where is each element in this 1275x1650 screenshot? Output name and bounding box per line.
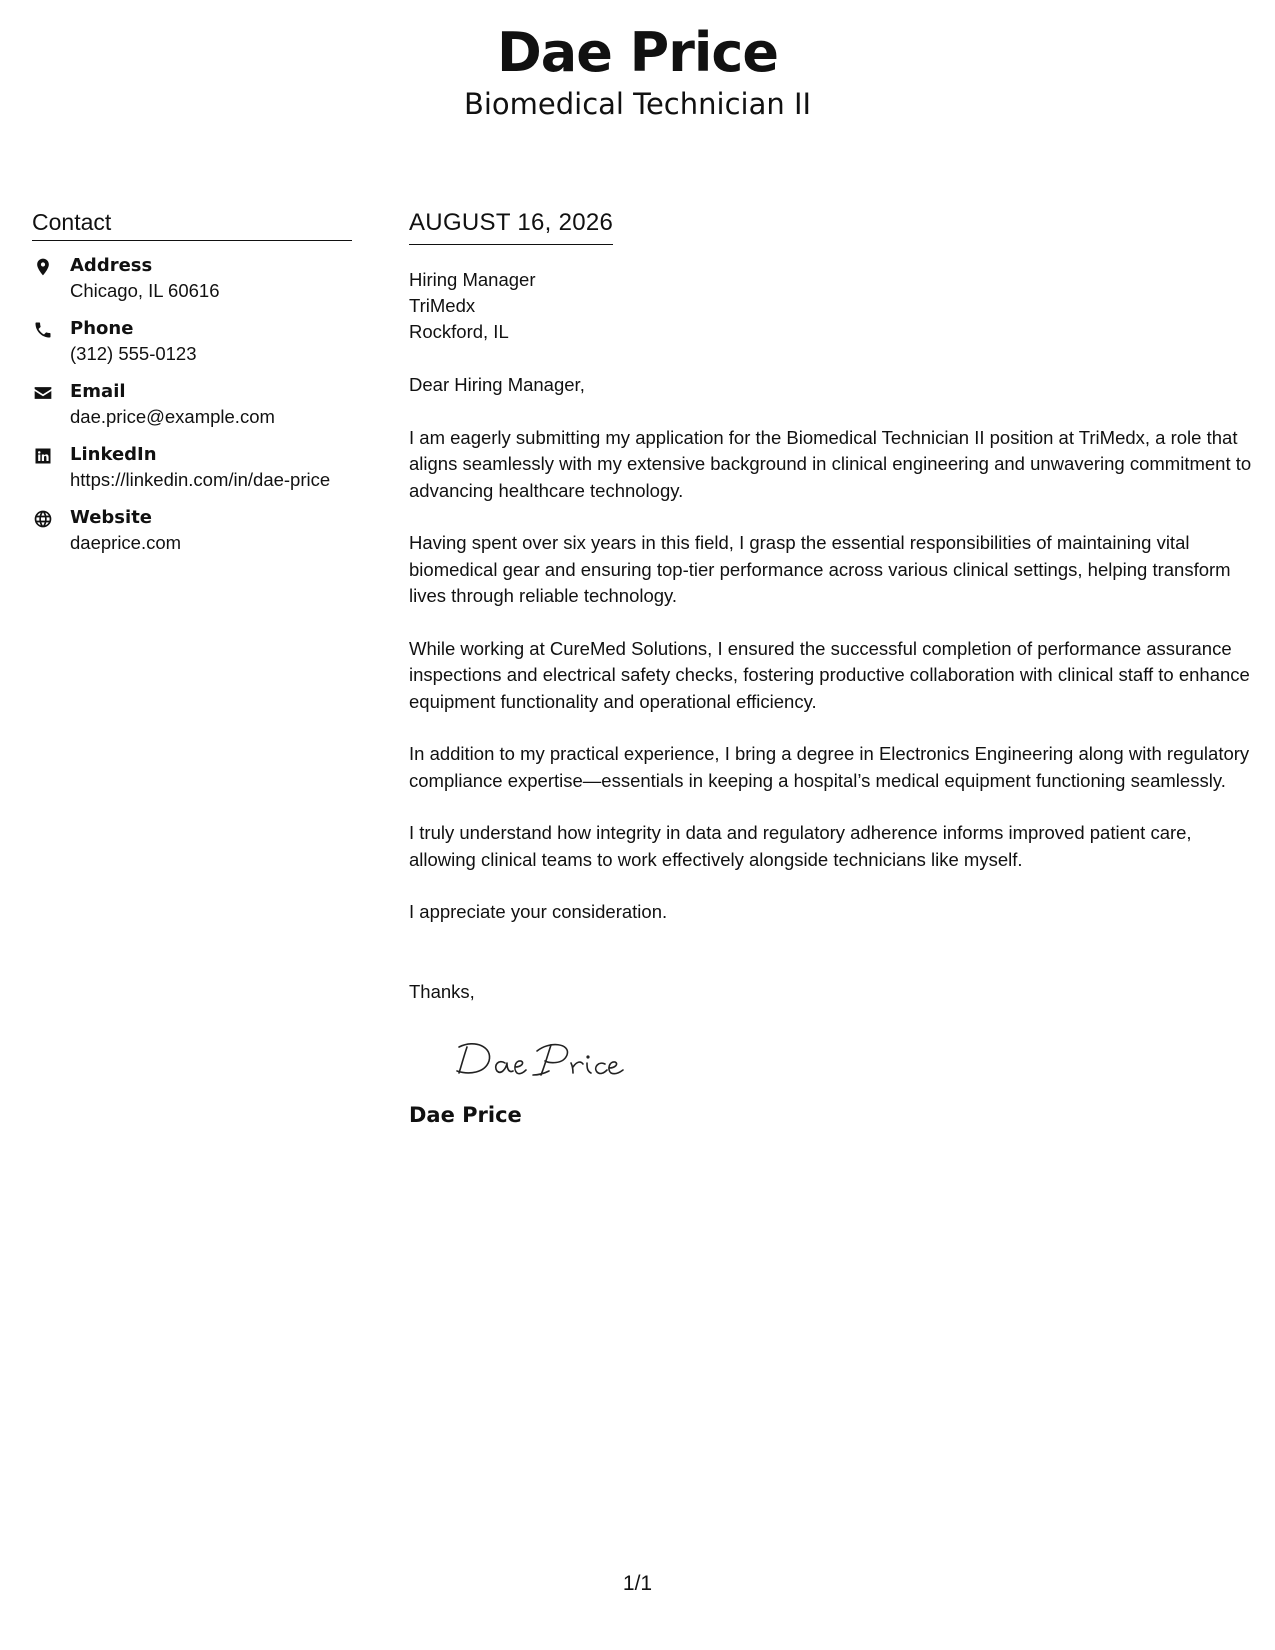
signature-drawing: [453, 1033, 653, 1083]
page-number: 1/1: [622, 1572, 653, 1595]
applicant-name: Dae Price: [496, 21, 779, 84]
letter-date-block: [409, 208, 613, 245]
contact-label: LinkedIn: [70, 444, 157, 465]
closing: Thanks,: [409, 980, 475, 1002]
contact-item-address: [32, 254, 352, 303]
cover-letter-body: [409, 208, 1254, 1129]
recipient-line: Rockford, IL: [409, 321, 509, 342]
contact-value: Chicago, IL 60616: [70, 280, 220, 301]
recipient-line: Hiring Manager: [409, 269, 536, 290]
contact-label: Address: [70, 255, 153, 276]
recipient-line: TriMedx: [409, 295, 476, 316]
contact-value[interactable]: dae.price@example.com: [70, 406, 275, 427]
contact-value[interactable]: daeprice.com: [70, 532, 182, 553]
contact-item-linkedin: [32, 443, 352, 492]
linkedin-icon: [32, 445, 54, 467]
letter-paragraph: I truly understand how integrity in data and regulatory adherence informs improved patient care, allowing clinical teams to work effectively alongside technicians like myself.: [409, 822, 1192, 870]
contact-item-website: [32, 506, 352, 555]
resume-header: [0, 18, 1275, 124]
salutation: Dear Hiring Manager,: [409, 374, 585, 395]
phone-icon: [32, 319, 54, 341]
letter-paragraph: Having spent over six years in this field, I grasp the essential responsibilities of maintaining vital biomedical gear and ensuring top-tier performance across various clinical settings, helping transform lives through reliable technology.: [409, 532, 1231, 606]
map-pin-icon: [32, 256, 54, 278]
contact-value: (312) 555-0123: [70, 343, 197, 364]
signer-name: Dae Price: [409, 1103, 522, 1127]
letter-date: AUGUST 16, 2026: [409, 209, 614, 236]
letter-paragraph: In addition to my practical experience, I bring a degree in Electronics Engineering along with regulatory compliance expertise—essentials in keeping a hospital’s medical equipment functioning seamlessly.: [409, 743, 1250, 791]
envelope-icon: [32, 382, 54, 404]
contact-sidebar: [32, 208, 352, 569]
contact-label: Website: [70, 507, 153, 528]
contact-item-phone: [32, 317, 352, 366]
letter-paragraph: I am eagerly submitting my application for the Biomedical Technician II position at TriMedx, a role that aligns seamlessly with my extensive background in clinical engineering and unwavering commitment to advancing healthcare technology.: [409, 426, 1252, 501]
letter-paragraph: While working at CureMed Solutions, I ensured the successful completion of performance assurance inspections and electrical safety checks, fostering productive collaboration with clinical staff to enhance equipment functionality and operational efficiency.: [409, 637, 1250, 712]
globe-icon: [32, 508, 54, 530]
recipient-block: [409, 267, 1254, 345]
applicant-job-title: Biomedical Technician II: [463, 87, 812, 121]
contact-label: Phone: [70, 318, 134, 339]
contact-heading: Contact: [32, 208, 352, 241]
contact-item-email: [32, 380, 352, 429]
letter-paragraph: I appreciate your consideration.: [409, 901, 668, 922]
handwritten-signature: [453, 1033, 1254, 1083]
contact-value[interactable]: https://linkedin.com/in/dae-price: [70, 469, 331, 490]
contact-label: Email: [70, 381, 126, 402]
